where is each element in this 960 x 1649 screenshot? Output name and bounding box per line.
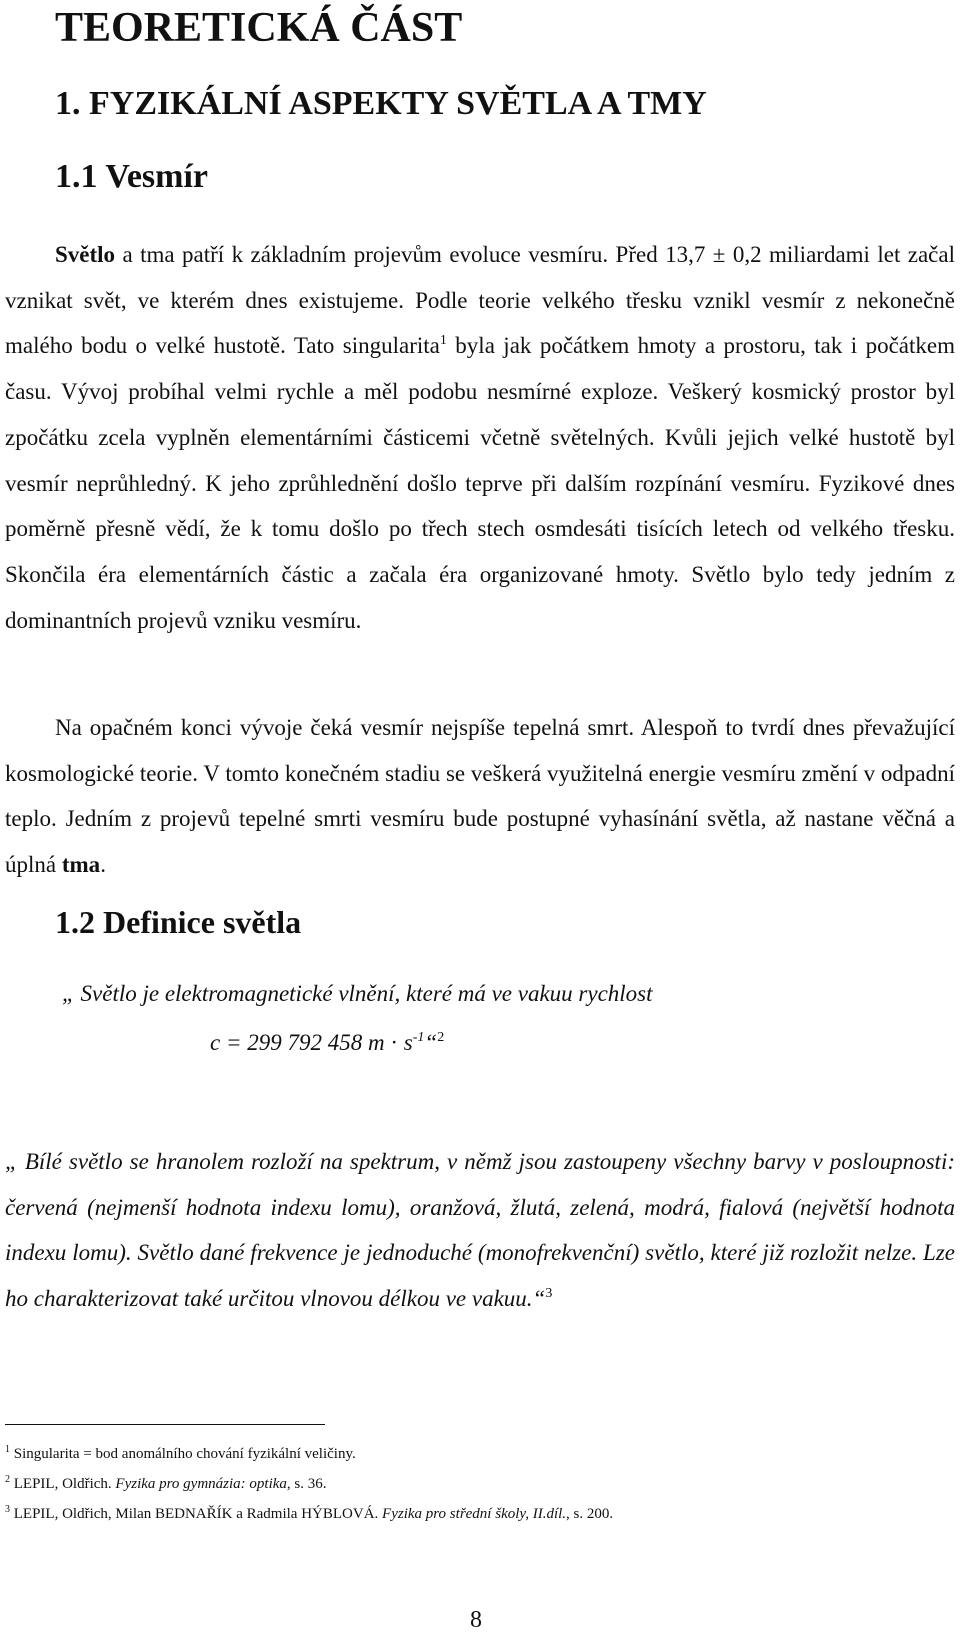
- footnote-title: Fyzika pro střední školy, II.díl.: [382, 1506, 567, 1522]
- formula-main: c = 299 792 458 m: [210, 1030, 391, 1055]
- section-heading-definice: 1.2 Definice světla: [55, 904, 302, 940]
- footnote-number: 2: [5, 1474, 10, 1485]
- formula-unit: s: [398, 1030, 413, 1055]
- footnote-2: [5, 1476, 327, 1493]
- footnote-text: Singularita = bod anomálního chování fyzikální veličiny.: [13, 1446, 356, 1462]
- footnote-ref-1: 1: [439, 333, 447, 349]
- paragraph-text: Na opačném konci vývoje čeká vesmír nejspíše tepelná smrt. Alespoň to tvrdí dnes převažující kosmologické teorie. V tomto konečném stadiu se veškerá využitelná energie vesmíru změní v odpadní teplo. Jedním z projevů tepelné smrti vesmíru bude postupné vyhasínání světla, až nastane věčná a úplná: [5, 715, 955, 878]
- footnote-number: 1: [5, 1444, 10, 1455]
- formula-exponent: -1: [412, 1030, 425, 1045]
- page-number: 8: [470, 1607, 482, 1633]
- footnote-3: [5, 1506, 613, 1523]
- footnote-1: [5, 1446, 356, 1463]
- paragraph-vesmir-2: [5, 705, 955, 888]
- paragraph-vesmir-1: [5, 232, 955, 643]
- footnote-text: LEPIL, Oldřich, Milan BEDNAŘÍK a Radmila HÝBLOVÁ.: [13, 1506, 383, 1522]
- footnote-number: 3: [5, 1504, 10, 1515]
- bold-term-svetlo: Světlo: [55, 242, 116, 267]
- quote-close: “: [424, 1030, 438, 1055]
- chapter-heading: 1. FYZIKÁLNÍ ASPEKTY SVĚTLA A TMY: [55, 85, 707, 122]
- footnote-ref-2: 2: [437, 1030, 445, 1045]
- speed-of-light-formula: [210, 1030, 444, 1056]
- bold-term-tma: tma: [61, 852, 101, 878]
- footnote-divider: [5, 1424, 325, 1425]
- footnote-text-end: , s. 36.: [286, 1476, 327, 1492]
- paragraph-text: byla jak počátkem hmoty a prostoru, tak i počátkem času. Vývoj probíhal velmi rychle a měl podobu nesmírné exploze. Veškerý kosmický prostor byl zpočátku zcela vyplněn elementárními částicemi včetně světelných. Kvůli jejich velké hustotě byl vesmír neprůhledný. K jeho zprůhlednění došlo teprve při dalším rozpínání vesmíru. Fyzikové dnes poměrně přesně vědí, že k tomu došlo po třech stech osmdesáti tisících letech od velkého třesku. Skončila éra elementárních částic a začala éra organizované hmoty. Světlo bylo tedy jedním z dominantních projevů vzniku vesmíru.: [5, 333, 955, 633]
- footnote-text-end: , s. 200.: [566, 1506, 614, 1522]
- paragraph-text: a tma patří k základním projevům evoluce vesmíru. Před 13,7 ± 0,2 miliardami let začal vznikat svět, ve kterém dnes existujeme. Podle teorie velkého třesku vznikl vesmír z nekonečně malého bodu o velké hustotě. Tato singularita: [5, 242, 955, 359]
- footnote-ref-3: 3: [545, 1285, 553, 1301]
- section-heading-vesmir: 1.1 Vesmír: [55, 158, 208, 195]
- footnote-title: Fyzika pro gymnázia: optika: [115, 1476, 287, 1492]
- quote-definition: „ Světlo je elektromagnetické vlnění, které má ve vakuu rychlost: [62, 981, 653, 1006]
- multiplication-dot: ·: [390, 1030, 399, 1055]
- quote-spectrum: [5, 1139, 955, 1321]
- paragraph-end: .: [100, 852, 106, 878]
- footnote-text: LEPIL, Oldřich.: [13, 1476, 116, 1492]
- part-heading: TEORETICKÁ ČÁST: [55, 5, 463, 51]
- quote-text: „ Bílé světlo se hranolem rozloží na spektrum, v němž jsou zastoupeny všechny barvy v posloupnosti: červená (nejmenší hodnota indexu lomu), oranžová, žlutá, zelená, modrá, fialová (největší hodnota indexu lomu). Světlo dané frekvence je jednoduché (monofrekvenční) světlo, které již rozložit nelze. Lze ho charakterizovat také určitou vlnovou délkou ve vakuu.“: [5, 1149, 955, 1311]
